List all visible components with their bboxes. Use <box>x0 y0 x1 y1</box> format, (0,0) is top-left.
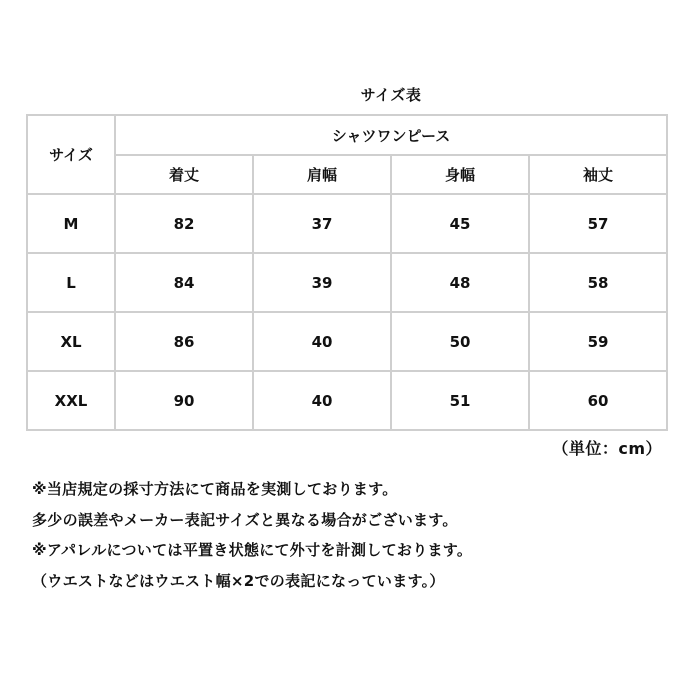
value-cell: 82 <box>115 194 253 253</box>
column-header-shoulder: 肩幅 <box>253 155 391 194</box>
size-cell: M <box>27 194 115 253</box>
value-cell: 57 <box>529 194 667 253</box>
value-cell: 40 <box>253 312 391 371</box>
value-cell: 50 <box>391 312 529 371</box>
table-row <box>27 312 667 371</box>
value-cell: 40 <box>253 371 391 430</box>
note-line: （ウエストなどはウエスト幅×2での表記になっています。） <box>32 571 445 590</box>
value-cell: 59 <box>529 312 667 371</box>
group-header-cell: シャツワンピース <box>115 115 667 155</box>
value-cell: 86 <box>115 312 253 371</box>
unit-label: （単位：cm） <box>552 439 662 458</box>
table-row <box>27 371 667 430</box>
size-table <box>26 114 668 431</box>
size-cell: XL <box>27 312 115 371</box>
column-header-length: 着丈 <box>115 155 253 194</box>
value-cell: 60 <box>529 371 667 430</box>
page-title: サイズ表 <box>360 86 422 104</box>
column-header-row <box>27 155 667 194</box>
size-cell: XXL <box>27 371 115 430</box>
table-row <box>27 253 667 312</box>
value-cell: 58 <box>529 253 667 312</box>
table-row <box>27 194 667 253</box>
value-cell: 48 <box>391 253 529 312</box>
table-header-row <box>27 115 667 155</box>
value-cell: 90 <box>115 371 253 430</box>
value-cell: 45 <box>391 194 529 253</box>
column-header-sleeve: 袖丈 <box>529 155 667 194</box>
value-cell: 51 <box>391 371 529 430</box>
note-line: 多少の誤差やメーカー表記サイズと異なる場合がございます。 <box>32 510 458 529</box>
note-line: ※アパレルについては平置き状態にて外寸を計測しております。 <box>32 541 473 559</box>
notes <box>32 474 672 596</box>
column-header-chest: 身幅 <box>391 155 529 194</box>
value-cell: 84 <box>115 253 253 312</box>
value-cell: 37 <box>253 194 391 253</box>
value-cell: 39 <box>253 253 391 312</box>
size-header-cell: サイズ <box>27 115 115 194</box>
size-cell: L <box>27 253 115 312</box>
note-line: ※当店規定の採寸方法にて商品を実測しております。 <box>32 480 398 498</box>
